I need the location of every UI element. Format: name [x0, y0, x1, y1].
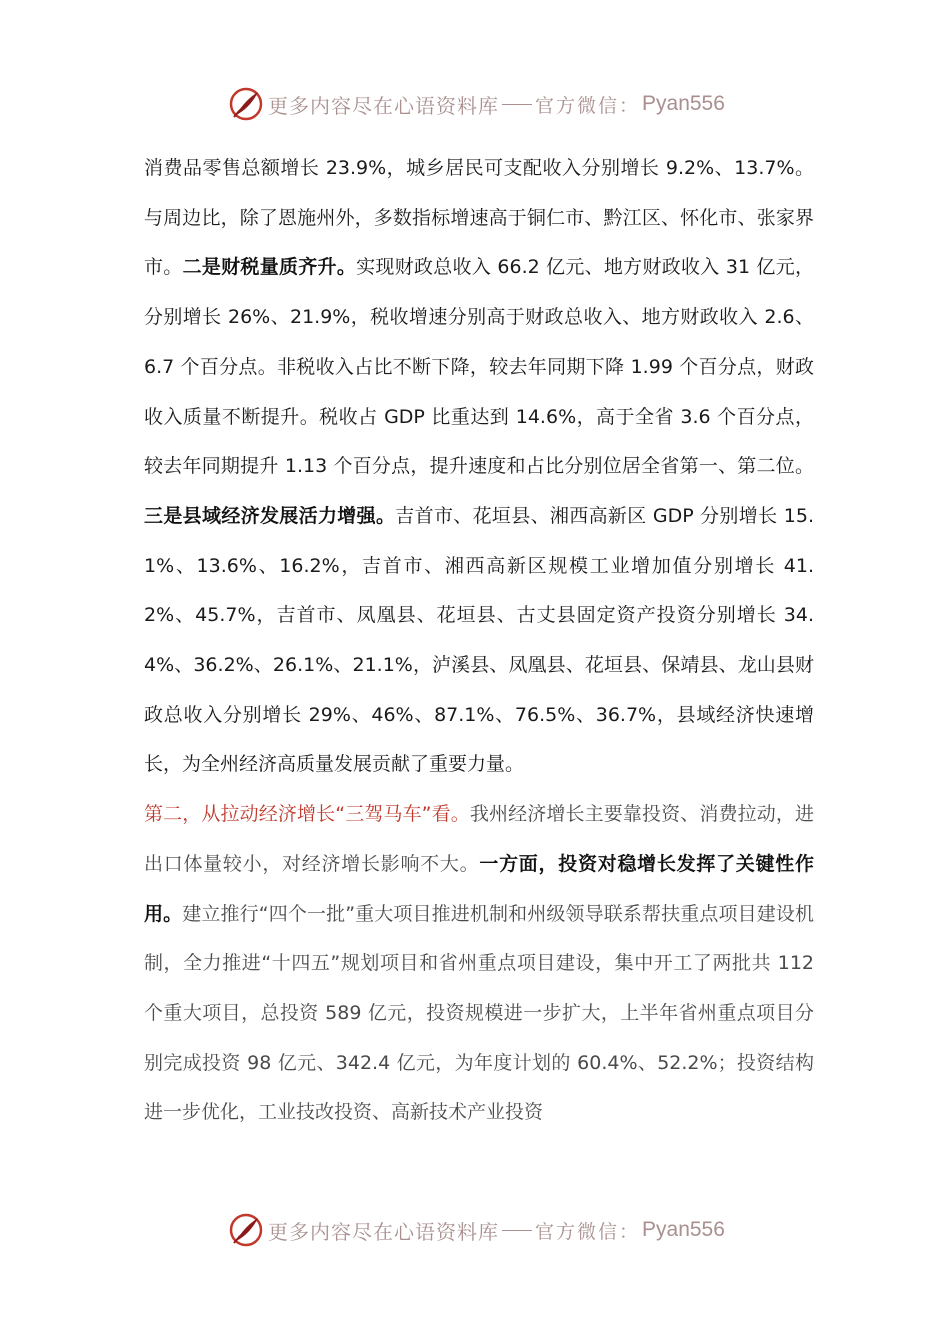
bold-heading-county: 三是县域经济发展活力增强。: [144, 504, 396, 527]
banner-site-text: 更多内容尽在心语资料库: [268, 1219, 499, 1244]
quill-logo-icon: [228, 1212, 264, 1248]
banner-site-text: 更多内容尽在心语资料库: [268, 93, 499, 118]
paragraph-text: 消费品零售总额增长 23.9%，城乡居民可支配收入分别增长 9.2%、13.7%。与周边比，除了恩施州外，多数指标增速高于铜仁市、黔江区、怀化市、张家界市。: [144, 157, 814, 279]
bold-heading-fiscal: 二是财税量质齐升。: [182, 256, 357, 279]
paragraph-three-drivers: [144, 790, 814, 1138]
banner-wechat-label: 官方微信：: [535, 1220, 641, 1243]
paragraph-text: 实现财政总收入 66.2 亿元、地方财政收入 31 亿元，分别增长 26%、21.9%，税收增速分别高于财政总收入、地方财政收入 2.6、6.7 个百分点。非税收入占比不断下降，较去年同期下降 1.99 个百分点，财政收入质量不断提升。税收占 GDP 比重达到 14.6%，高于全省 3.6 个百分点，较去年同期提升 1.13 个百分点，提升速度和占比分别位居全省第一、第二位。: [144, 256, 814, 478]
paragraph-text: 吉首市、花垣县、湘西高新区 GDP 分别增长 15.1%、13.6%、16.2%，吉首市、湘西高新区规模工业增加值分别增长 41.2%、45.7%，吉首市、凤凰县、花垣县、古丈县固定资产投资分别增长 34.4%、36.2%、26.1%、21.1%，泸溪县、凤凰县、花垣县、保靖县、龙山县财政总收入分别增长 29%、46%、87.1%、76.5%、36.7%，县域经济快速增长，为全州经济高质量发展贡献了重要力量。: [144, 504, 814, 776]
bold-heading-investment: 一方面，投资对稳增长发挥了关键性作用。: [144, 852, 814, 925]
footer-banner: [228, 1210, 725, 1250]
banner-wechat-label: 官方微信：: [535, 94, 641, 117]
document-body: [144, 144, 814, 1138]
paragraph-fiscal-county: [144, 144, 814, 790]
banner-dash: [502, 1230, 532, 1231]
paragraph-text: 我州经济增长主要靠投资、消费拉动，进出口体量较小，对经济增长影响不大。: [144, 803, 814, 875]
banner-dash: [502, 104, 532, 105]
banner-wechat-id: Pyan556: [642, 1218, 725, 1241]
header-banner: [228, 84, 725, 124]
section-heading-three-drivers: 第二，从拉动经济增长“三驾马车”看。: [144, 803, 470, 826]
quill-logo-icon: [228, 86, 264, 122]
banner-wechat-id: Pyan556: [642, 92, 725, 115]
paragraph-text: 建立推行“四个一批”重大项目推进机制和州级领导联系帮扶重点项目建设机制，全力推进“十四五”规划项目和省州重点项目建设，集中开工了两批共 112 个重大项目，总投资 589 亿元，投资规模进一步扩大，上半年省州重点项目分别完成投资 98 亿元、342.4 亿元，为年度计划的 60.4%、52.2%；投资结构进一步优化，工业技改投资、高新技术产业投资: [144, 902, 814, 1124]
